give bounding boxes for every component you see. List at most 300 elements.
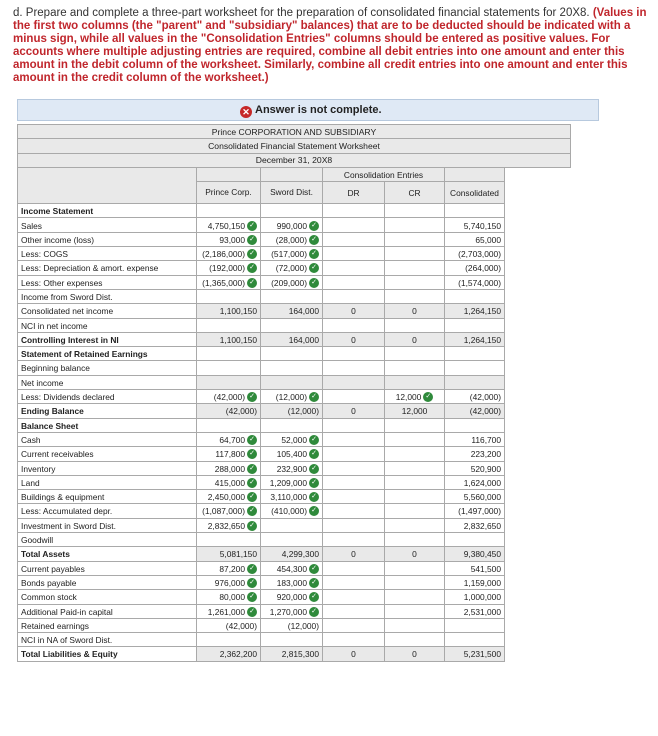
sword-cell <box>261 375 323 389</box>
consolidated-cell <box>445 247 505 261</box>
row-label-value: NCI in NA of Sword Dist. <box>21 635 113 646</box>
dr-cell[interactable] <box>323 361 385 375</box>
sword-cell[interactable] <box>261 447 323 461</box>
check-icon: ✓ <box>309 392 319 402</box>
sword-cell-value: 164,000 <box>288 334 319 345</box>
dr-cell[interactable] <box>323 418 385 432</box>
dr-cell <box>323 647 385 661</box>
dr-cell[interactable] <box>323 575 385 589</box>
sword-cell[interactable] <box>261 504 323 518</box>
sword-cell[interactable] <box>261 575 323 589</box>
dr-cell[interactable] <box>323 218 385 232</box>
prince-cell <box>197 332 261 346</box>
sword-cell-value: 3,110,000 <box>270 492 307 503</box>
prince-cell-value: 93,000 <box>219 234 245 245</box>
consolidated-cell <box>445 275 505 289</box>
row-label-value: Common stock <box>21 592 77 603</box>
row-label <box>18 647 197 661</box>
prince-cell-value: (1,365,000) <box>202 277 245 288</box>
cr-cell[interactable] <box>385 461 445 475</box>
dr-cell <box>323 304 385 318</box>
consolidated-cell-value: 5,560,000 <box>463 492 501 503</box>
row-label-value: Buildings & equipment <box>21 492 105 503</box>
consolidated-cell-value: 520,900 <box>470 463 501 474</box>
check-icon: ✓ <box>247 464 257 474</box>
dr-cell[interactable] <box>323 475 385 489</box>
sword-cell[interactable] <box>261 518 323 532</box>
prince-cell[interactable] <box>197 232 261 246</box>
sword-cell-value: 990,000 <box>276 220 307 231</box>
check-icon: ✓ <box>247 607 257 617</box>
prince-cell[interactable] <box>197 504 261 518</box>
worksheet-row <box>18 461 571 475</box>
sword-cell <box>261 404 323 418</box>
instructions-intro: d. Prepare and complete a three-part worksheet for the preparation of consolidated financial statements for 20X8. <box>13 7 590 19</box>
worksheet-row <box>18 247 571 261</box>
check-icon: ✓ <box>309 478 319 488</box>
prince-cell[interactable] <box>197 204 261 218</box>
row-label-value: Cash <box>21 434 41 445</box>
check-icon: ✓ <box>309 235 319 245</box>
cr-cell[interactable] <box>385 575 445 589</box>
cr-cell[interactable] <box>385 561 445 575</box>
prince-cell-value: (42,000) <box>213 392 245 403</box>
row-label-value: Consolidated net income <box>21 306 114 317</box>
check-icon: ✓ <box>247 392 257 402</box>
cr-cell[interactable] <box>385 289 445 303</box>
check-icon: ✓ <box>309 464 319 474</box>
cr-cell-value: 0 <box>412 549 417 560</box>
cr-cell <box>385 375 445 389</box>
prince-cell[interactable] <box>197 575 261 589</box>
row-label-value: Investment in Sword Dist. <box>21 520 116 531</box>
prince-cell-value: (2,186,000) <box>202 249 245 260</box>
consolidated-cell-value: (264,000) <box>465 263 501 274</box>
row-label <box>18 232 197 246</box>
col-header-consolidated: Consolidated <box>445 182 505 204</box>
sword-cell[interactable] <box>261 461 323 475</box>
sword-cell[interactable] <box>261 289 323 303</box>
sword-cell[interactable] <box>261 390 323 404</box>
row-label <box>18 375 197 389</box>
consolidated-cell-value: (1,497,000) <box>458 506 501 517</box>
cr-cell <box>385 647 445 661</box>
cr-cell[interactable] <box>385 232 445 246</box>
worksheet-title: Consolidated Financial Statement Worksheet <box>18 139 571 153</box>
consolidated-cell <box>445 504 505 518</box>
cr-cell[interactable] <box>385 390 445 404</box>
prince-cell[interactable] <box>197 533 261 547</box>
row-label <box>18 547 197 561</box>
check-icon: ✓ <box>423 392 433 402</box>
sword-cell-value: (410,000) <box>271 506 307 517</box>
cr-cell[interactable] <box>385 475 445 489</box>
sword-cell <box>261 304 323 318</box>
row-label-value: Balance Sheet <box>21 420 79 431</box>
row-label <box>18 561 197 575</box>
sword-cell[interactable] <box>261 204 323 218</box>
row-label <box>18 275 197 289</box>
row-label <box>18 618 197 632</box>
dr-cell[interactable] <box>323 590 385 604</box>
worksheet-row <box>18 547 571 561</box>
check-icon: ✓ <box>247 521 257 531</box>
check-icon: ✓ <box>247 564 257 574</box>
cr-cell[interactable] <box>385 261 445 275</box>
check-icon: ✓ <box>247 478 257 488</box>
worksheet-row <box>18 390 571 404</box>
row-label <box>18 347 197 361</box>
sword-cell-value: 4,299,300 <box>281 549 319 560</box>
sword-cell[interactable] <box>261 475 323 489</box>
col-header-prince: Prince Corp. <box>197 182 261 204</box>
row-label <box>18 461 197 475</box>
prince-cell[interactable] <box>197 318 261 332</box>
consolidated-cell <box>445 318 505 332</box>
prince-cell[interactable] <box>197 633 261 647</box>
sword-cell-value: (12,000) <box>287 406 319 417</box>
worksheet-row <box>18 318 571 332</box>
consolidated-cell-value: 541,500 <box>470 563 501 574</box>
row-label <box>18 475 197 489</box>
prince-cell <box>197 547 261 561</box>
sword-cell-value: 52,000 <box>281 434 307 445</box>
col-header-sword: Sword Dist. <box>261 182 323 204</box>
prince-cell[interactable] <box>197 289 261 303</box>
row-label-value: Current payables <box>21 563 85 574</box>
sword-cell[interactable] <box>261 590 323 604</box>
cr-cell[interactable] <box>385 247 445 261</box>
sword-cell-value: 1,209,000 <box>269 477 307 488</box>
row-label-value: Additional Paid-in capital <box>21 606 113 617</box>
dr-cell[interactable] <box>323 447 385 461</box>
cr-cell[interactable] <box>385 518 445 532</box>
check-icon: ✓ <box>309 435 319 445</box>
prince-cell[interactable] <box>197 247 261 261</box>
prince-cell-value: (42,000) <box>225 406 257 417</box>
cr-cell[interactable] <box>385 533 445 547</box>
cr-cell[interactable] <box>385 361 445 375</box>
check-icon: ✓ <box>247 263 257 273</box>
check-icon: ✓ <box>247 492 257 502</box>
consolidated-cell <box>445 404 505 418</box>
sword-cell[interactable] <box>261 232 323 246</box>
dr-cell[interactable] <box>323 275 385 289</box>
prince-cell[interactable] <box>197 561 261 575</box>
worksheet-row <box>18 447 571 461</box>
row-label <box>18 247 197 261</box>
consolidated-cell-value: 5,231,500 <box>463 649 501 660</box>
cr-cell[interactable] <box>385 618 445 632</box>
row-label-value: Less: COGS <box>21 249 69 260</box>
worksheet-row <box>18 475 571 489</box>
cr-cell[interactable] <box>385 447 445 461</box>
prince-cell <box>197 304 261 318</box>
worksheet-row <box>18 504 571 518</box>
check-icon: ✓ <box>309 221 319 231</box>
consolidated-cell <box>445 375 505 389</box>
sword-cell[interactable] <box>261 533 323 547</box>
consolidated-cell <box>445 332 505 346</box>
row-label <box>18 261 197 275</box>
prince-cell[interactable] <box>197 261 261 275</box>
col-header-dr: DR <box>323 182 385 204</box>
consolidated-cell-value: 2,832,650 <box>463 520 501 531</box>
dr-cell[interactable] <box>323 432 385 446</box>
sword-cell[interactable] <box>261 604 323 618</box>
dr-cell-value: 0 <box>351 406 356 417</box>
prince-cell <box>197 375 261 389</box>
prince-cell-value: 4,750,150 <box>207 220 245 231</box>
row-label-value: Ending Balance <box>21 406 84 417</box>
cr-cell[interactable] <box>385 590 445 604</box>
consolidated-cell <box>445 432 505 446</box>
check-icon: ✓ <box>247 506 257 516</box>
sword-cell[interactable] <box>261 633 323 647</box>
answer-status-text: Answer is not complete. <box>255 104 382 116</box>
worksheet-row <box>18 361 571 375</box>
check-icon: ✓ <box>309 578 319 588</box>
worksheet-row <box>18 604 571 618</box>
dr-cell[interactable] <box>323 633 385 647</box>
cr-cell[interactable] <box>385 432 445 446</box>
row-label <box>18 633 197 647</box>
sword-cell-value: (72,000) <box>275 263 307 274</box>
consolidated-cell <box>445 418 505 432</box>
sword-cell[interactable] <box>261 361 323 375</box>
row-label-value: Statement of Retained Earnings <box>21 349 148 360</box>
prince-cell[interactable] <box>197 218 261 232</box>
dr-cell[interactable] <box>323 490 385 504</box>
dr-cell <box>323 404 385 418</box>
row-label-value: Less: Other expenses <box>21 277 103 288</box>
row-label-value: Land <box>21 477 40 488</box>
dr-cell[interactable] <box>323 390 385 404</box>
prince-cell[interactable] <box>197 618 261 632</box>
dr-cell[interactable] <box>323 247 385 261</box>
consolidated-cell <box>445 633 505 647</box>
dr-cell[interactable] <box>323 289 385 303</box>
row-label-value: Retained earnings <box>21 620 89 631</box>
check-icon: ✓ <box>247 278 257 288</box>
worksheet-row <box>18 618 571 632</box>
prince-cell[interactable] <box>197 590 261 604</box>
dr-cell[interactable] <box>323 347 385 361</box>
consolidated-cell <box>445 533 505 547</box>
row-label <box>18 204 197 218</box>
consolidated-cell <box>445 447 505 461</box>
row-label <box>18 289 197 303</box>
sword-cell-value: 105,400 <box>276 449 307 460</box>
cr-cell[interactable] <box>385 490 445 504</box>
sword-cell[interactable] <box>261 275 323 289</box>
worksheet-row <box>18 418 571 432</box>
cr-cell[interactable] <box>385 633 445 647</box>
cr-cell-value: 0 <box>412 649 417 660</box>
sword-cell-value: (12,000) <box>275 392 307 403</box>
prince-cell[interactable] <box>197 275 261 289</box>
prince-cell-value: 1,100,150 <box>219 334 257 345</box>
row-label <box>18 418 197 432</box>
worksheet-date: December 31, 20X8 <box>18 153 571 167</box>
cr-cell-value: 12,000 <box>395 392 422 403</box>
sword-cell[interactable] <box>261 618 323 632</box>
sword-cell-value: (28,000) <box>275 234 307 245</box>
x-icon: ✕ <box>240 106 252 118</box>
prince-cell[interactable] <box>197 447 261 461</box>
prince-cell[interactable] <box>197 518 261 532</box>
sword-cell-value: 454,300 <box>276 563 307 574</box>
dr-cell[interactable] <box>323 518 385 532</box>
worksheet-row <box>18 518 571 532</box>
consolidated-cell <box>445 204 505 218</box>
sword-cell[interactable] <box>261 432 323 446</box>
sword-cell[interactable] <box>261 418 323 432</box>
prince-cell-value: 1,100,150 <box>219 306 257 317</box>
row-label-value: Income from Sword Dist. <box>21 292 113 302</box>
prince-cell-value: (192,000) <box>209 263 245 274</box>
dr-cell[interactable] <box>323 533 385 547</box>
worksheet-row <box>18 204 571 218</box>
worksheet-row <box>18 332 571 346</box>
sword-cell[interactable] <box>261 318 323 332</box>
row-label-value: Less: Accumulated depr. <box>21 506 113 517</box>
dr-cell[interactable] <box>323 232 385 246</box>
consolidated-cell-value: 2,531,000 <box>463 606 501 617</box>
cr-cell <box>385 304 445 318</box>
prince-cell-value: 80,000 <box>219 592 245 603</box>
row-label-value: Other income (loss) <box>21 234 95 245</box>
row-label <box>18 575 197 589</box>
prince-cell[interactable] <box>197 361 261 375</box>
row-label <box>18 332 197 346</box>
col-header-cr: CR <box>385 182 445 204</box>
prince-cell[interactable] <box>197 490 261 504</box>
worksheet-row <box>18 590 571 604</box>
cr-cell[interactable] <box>385 218 445 232</box>
sword-cell[interactable] <box>261 561 323 575</box>
dr-cell <box>323 375 385 389</box>
dr-cell[interactable] <box>323 261 385 275</box>
dr-cell[interactable] <box>323 504 385 518</box>
row-label <box>18 604 197 618</box>
consolidated-cell <box>445 575 505 589</box>
cr-cell <box>385 332 445 346</box>
sword-cell[interactable] <box>261 218 323 232</box>
consolidated-cell-value: 5,740,150 <box>463 220 501 231</box>
sword-cell[interactable] <box>261 347 323 361</box>
prince-cell[interactable] <box>197 432 261 446</box>
consolidated-cell <box>445 361 505 375</box>
cr-cell[interactable] <box>385 204 445 218</box>
prince-cell <box>197 404 261 418</box>
consolidated-cell <box>445 347 505 361</box>
consolidated-cell-value: (42,000) <box>469 406 501 417</box>
consolidated-cell <box>445 218 505 232</box>
check-icon: ✓ <box>309 506 319 516</box>
cr-cell[interactable] <box>385 347 445 361</box>
sword-cell-value: (12,000) <box>287 620 319 631</box>
cr-cell[interactable] <box>385 275 445 289</box>
worksheet-row <box>18 375 571 389</box>
cr-cell[interactable] <box>385 318 445 332</box>
row-label <box>18 518 197 532</box>
cr-cell[interactable] <box>385 504 445 518</box>
check-icon: ✓ <box>309 263 319 273</box>
consolidated-cell <box>445 518 505 532</box>
consolidated-cell <box>445 561 505 575</box>
worksheet-row <box>18 533 571 547</box>
dr-cell[interactable] <box>323 461 385 475</box>
worksheet-row <box>18 261 571 275</box>
dr-cell[interactable] <box>323 204 385 218</box>
prince-cell[interactable] <box>197 418 261 432</box>
prince-cell[interactable] <box>197 347 261 361</box>
worksheet-row <box>18 490 571 504</box>
sword-cell[interactable] <box>261 490 323 504</box>
dr-cell[interactable] <box>323 618 385 632</box>
prince-cell <box>197 647 261 661</box>
worksheet-row <box>18 647 571 661</box>
dr-cell[interactable] <box>323 604 385 618</box>
sword-cell <box>261 547 323 561</box>
row-label-value: Bonds payable <box>21 577 77 588</box>
sword-cell-value: 920,000 <box>276 592 307 603</box>
prince-cell[interactable] <box>197 390 261 404</box>
sword-cell-value: (209,000) <box>271 277 307 288</box>
company-title: Prince CORPORATION AND SUBSIDIARY <box>18 125 571 139</box>
cr-cell[interactable] <box>385 604 445 618</box>
dr-cell[interactable] <box>323 318 385 332</box>
consolidation-entries-header: Consolidation Entries <box>323 167 445 181</box>
consolidated-cell-value: 1,624,000 <box>463 477 501 488</box>
prince-cell[interactable] <box>197 475 261 489</box>
sword-cell[interactable] <box>261 247 323 261</box>
row-label-value: Inventory <box>21 463 56 474</box>
check-icon: ✓ <box>247 592 257 602</box>
consolidated-cell-value: 1,159,000 <box>463 577 501 588</box>
prince-cell-value: 64,700 <box>219 434 245 445</box>
prince-cell-value: 2,832,650 <box>207 520 245 531</box>
row-label-value: Current receivables <box>21 449 94 460</box>
sword-cell-value: 2,815,300 <box>281 649 319 660</box>
prince-cell[interactable] <box>197 604 261 618</box>
consolidated-cell <box>445 547 505 561</box>
row-label-value: Income Statement <box>21 206 94 217</box>
instructions-emphasis: (Values in the first two columns (the "parent" and "subsidiary" balances) that are to be deducted should be indicated with a minus sign, while all values in the "Consolidation Entries" columns should be entered as positive values. For accounts where multiple adjusting entries are required, combine all debit entries into one amount and enter this amount in the debit column of the worksheet. Similarly, combine all credit entries into one amount and enter this amount in the credit column of the worksheet.) <box>13 7 647 84</box>
row-label <box>18 404 197 418</box>
row-label-value: Beginning balance <box>21 363 90 374</box>
worksheet-row <box>18 575 571 589</box>
row-label-value: Total Assets <box>21 549 70 560</box>
prince-cell[interactable] <box>197 461 261 475</box>
cr-cell[interactable] <box>385 418 445 432</box>
dr-cell[interactable] <box>323 561 385 575</box>
cr-cell-value: 0 <box>412 306 417 317</box>
row-label <box>18 490 197 504</box>
worksheet-row <box>18 633 571 647</box>
sword-cell[interactable] <box>261 261 323 275</box>
row-label <box>18 447 197 461</box>
row-label-value: Total Liabilities & Equity <box>21 649 118 660</box>
row-label <box>18 590 197 604</box>
check-icon: ✓ <box>247 435 257 445</box>
answer-status-banner <box>17 99 599 121</box>
prince-cell-value: 976,000 <box>214 577 245 588</box>
row-label <box>18 390 197 404</box>
worksheet-row <box>18 561 571 575</box>
dr-cell <box>323 547 385 561</box>
